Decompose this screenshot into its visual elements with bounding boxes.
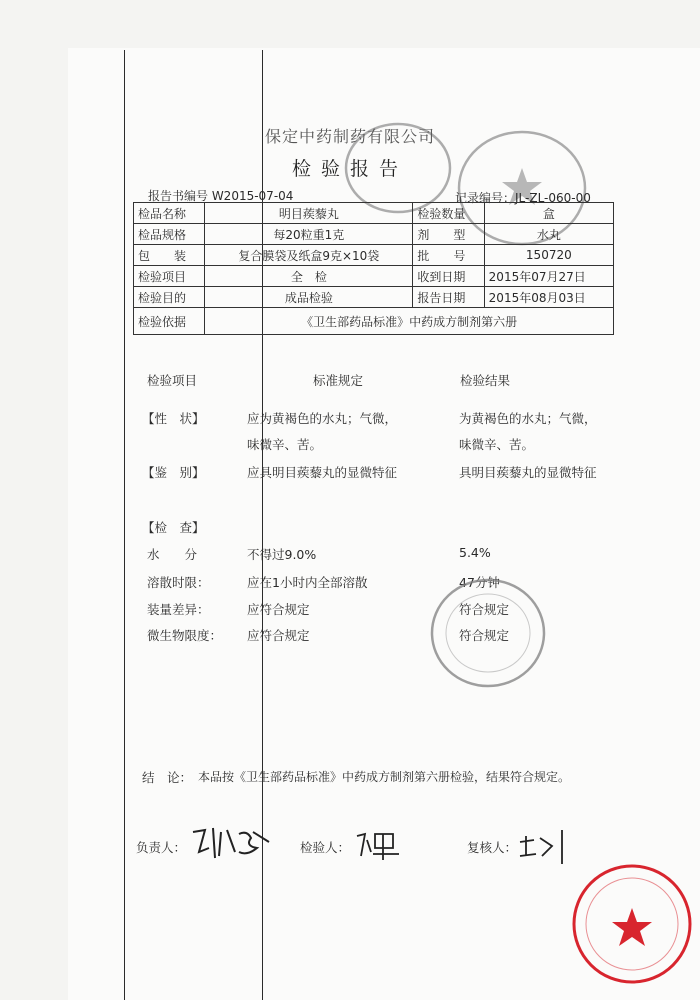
responsible-signature xyxy=(187,822,275,864)
table-cell: 成品检验 xyxy=(205,287,413,308)
table-cell: 每20粒重1克 xyxy=(205,224,413,245)
moisture-name: 水 分 xyxy=(147,547,198,562)
moisture-result: 5.4% xyxy=(459,545,491,560)
table-cell: 检品规格 xyxy=(134,224,205,245)
inspector-signature xyxy=(353,826,403,864)
table-cell: 检品名称 xyxy=(134,203,205,224)
microbial-result: 符合规定 xyxy=(459,628,510,643)
col-result: 检验结果 xyxy=(460,373,511,388)
col-item: 检验项目 xyxy=(147,373,198,388)
disintegration-standard: 应在1小时内全部溶散 xyxy=(247,575,368,590)
table-row xyxy=(134,224,614,245)
table-cell: 2015年08月03日 xyxy=(484,287,613,308)
table-cell: 检验数量 xyxy=(413,203,484,224)
page-title: 检验报告 xyxy=(291,158,408,180)
fill-weight-name: 装量差异： xyxy=(147,602,210,617)
character-standard-1: 应为黄褐色的水丸；气微， xyxy=(247,411,398,426)
character-result-2: 味微辛、苦。 xyxy=(459,437,535,452)
section-inspection: 【检 查】 xyxy=(142,520,205,535)
col-standard: 标准规定 xyxy=(313,373,364,388)
table-row xyxy=(134,308,614,335)
table-cell: 检验目的 xyxy=(134,287,205,308)
table-row xyxy=(134,203,614,224)
basis-label: 检验依据 xyxy=(134,308,205,335)
responsible-label: 负责人： xyxy=(136,840,187,855)
table-cell: 水丸 xyxy=(484,224,613,245)
quality-management-stamp xyxy=(570,862,695,987)
table-cell: 盒 xyxy=(484,203,613,224)
fold-line-left xyxy=(124,50,125,1000)
table-row xyxy=(134,245,614,266)
reviewer-signature xyxy=(518,826,568,866)
fill-weight-result: 符合规定 xyxy=(459,602,510,617)
section-identification: 【鉴 别】 xyxy=(142,465,205,480)
character-standard-2: 味微辛、苦。 xyxy=(247,437,323,452)
conclusion-label: 结 论： xyxy=(142,770,193,785)
microbial-standard: 应符合规定 xyxy=(247,628,310,643)
table-cell: 复合膜袋及纸盒9克×10袋 xyxy=(205,245,413,266)
table-cell: 150720 xyxy=(484,245,613,266)
moisture-standard: 不得过9.0% xyxy=(247,547,317,562)
identification-result: 具明目蒺藜丸的显微特征 xyxy=(459,465,597,480)
report-number: 报告书编号 W2015-07-04 xyxy=(148,189,294,203)
disintegration-name: 溶散时限： xyxy=(147,575,210,590)
table-cell: 明目蒺藜丸 xyxy=(205,203,413,224)
table-cell: 收到日期 xyxy=(413,266,484,287)
table-cell: 报告日期 xyxy=(413,287,484,308)
table-cell: 2015年07月27日 xyxy=(484,266,613,287)
disintegration-result: 47分钟 xyxy=(459,575,500,590)
info-table xyxy=(133,202,614,335)
identification-standard: 应具明目蒺藜丸的显微特征 xyxy=(247,465,398,480)
table-cell: 剂 型 xyxy=(413,224,484,245)
basis-value: 《卫生部药品标准》中药成方制剂第六册 xyxy=(205,308,614,335)
star-icon xyxy=(612,908,652,946)
table-cell: 批 号 xyxy=(413,245,484,266)
record-number: 记录编号：JL-ZL-060-00 xyxy=(455,191,591,205)
company-name: 保定中药制药有限公司 xyxy=(264,127,435,146)
reviewer-label: 复核人： xyxy=(467,840,518,855)
character-result-1: 为黄褐色的水丸；气微， xyxy=(459,411,597,426)
microbial-name: 微生物限度： xyxy=(147,628,223,643)
table-cell: 全 检 xyxy=(205,266,413,287)
table-row xyxy=(134,287,614,308)
section-character: 【性 状】 xyxy=(142,411,205,426)
conclusion-text: 本品按《卫生部药品标准》中药成方制剂第六册检验，结果符合规定。 xyxy=(198,770,571,784)
table-row xyxy=(134,266,614,287)
quality-dept-stamp xyxy=(428,576,548,691)
fill-weight-standard: 应符合规定 xyxy=(247,602,310,617)
inspector-label: 检验人： xyxy=(300,840,351,855)
table-cell: 检验项目 xyxy=(134,266,205,287)
table-cell: 包 装 xyxy=(134,245,205,266)
